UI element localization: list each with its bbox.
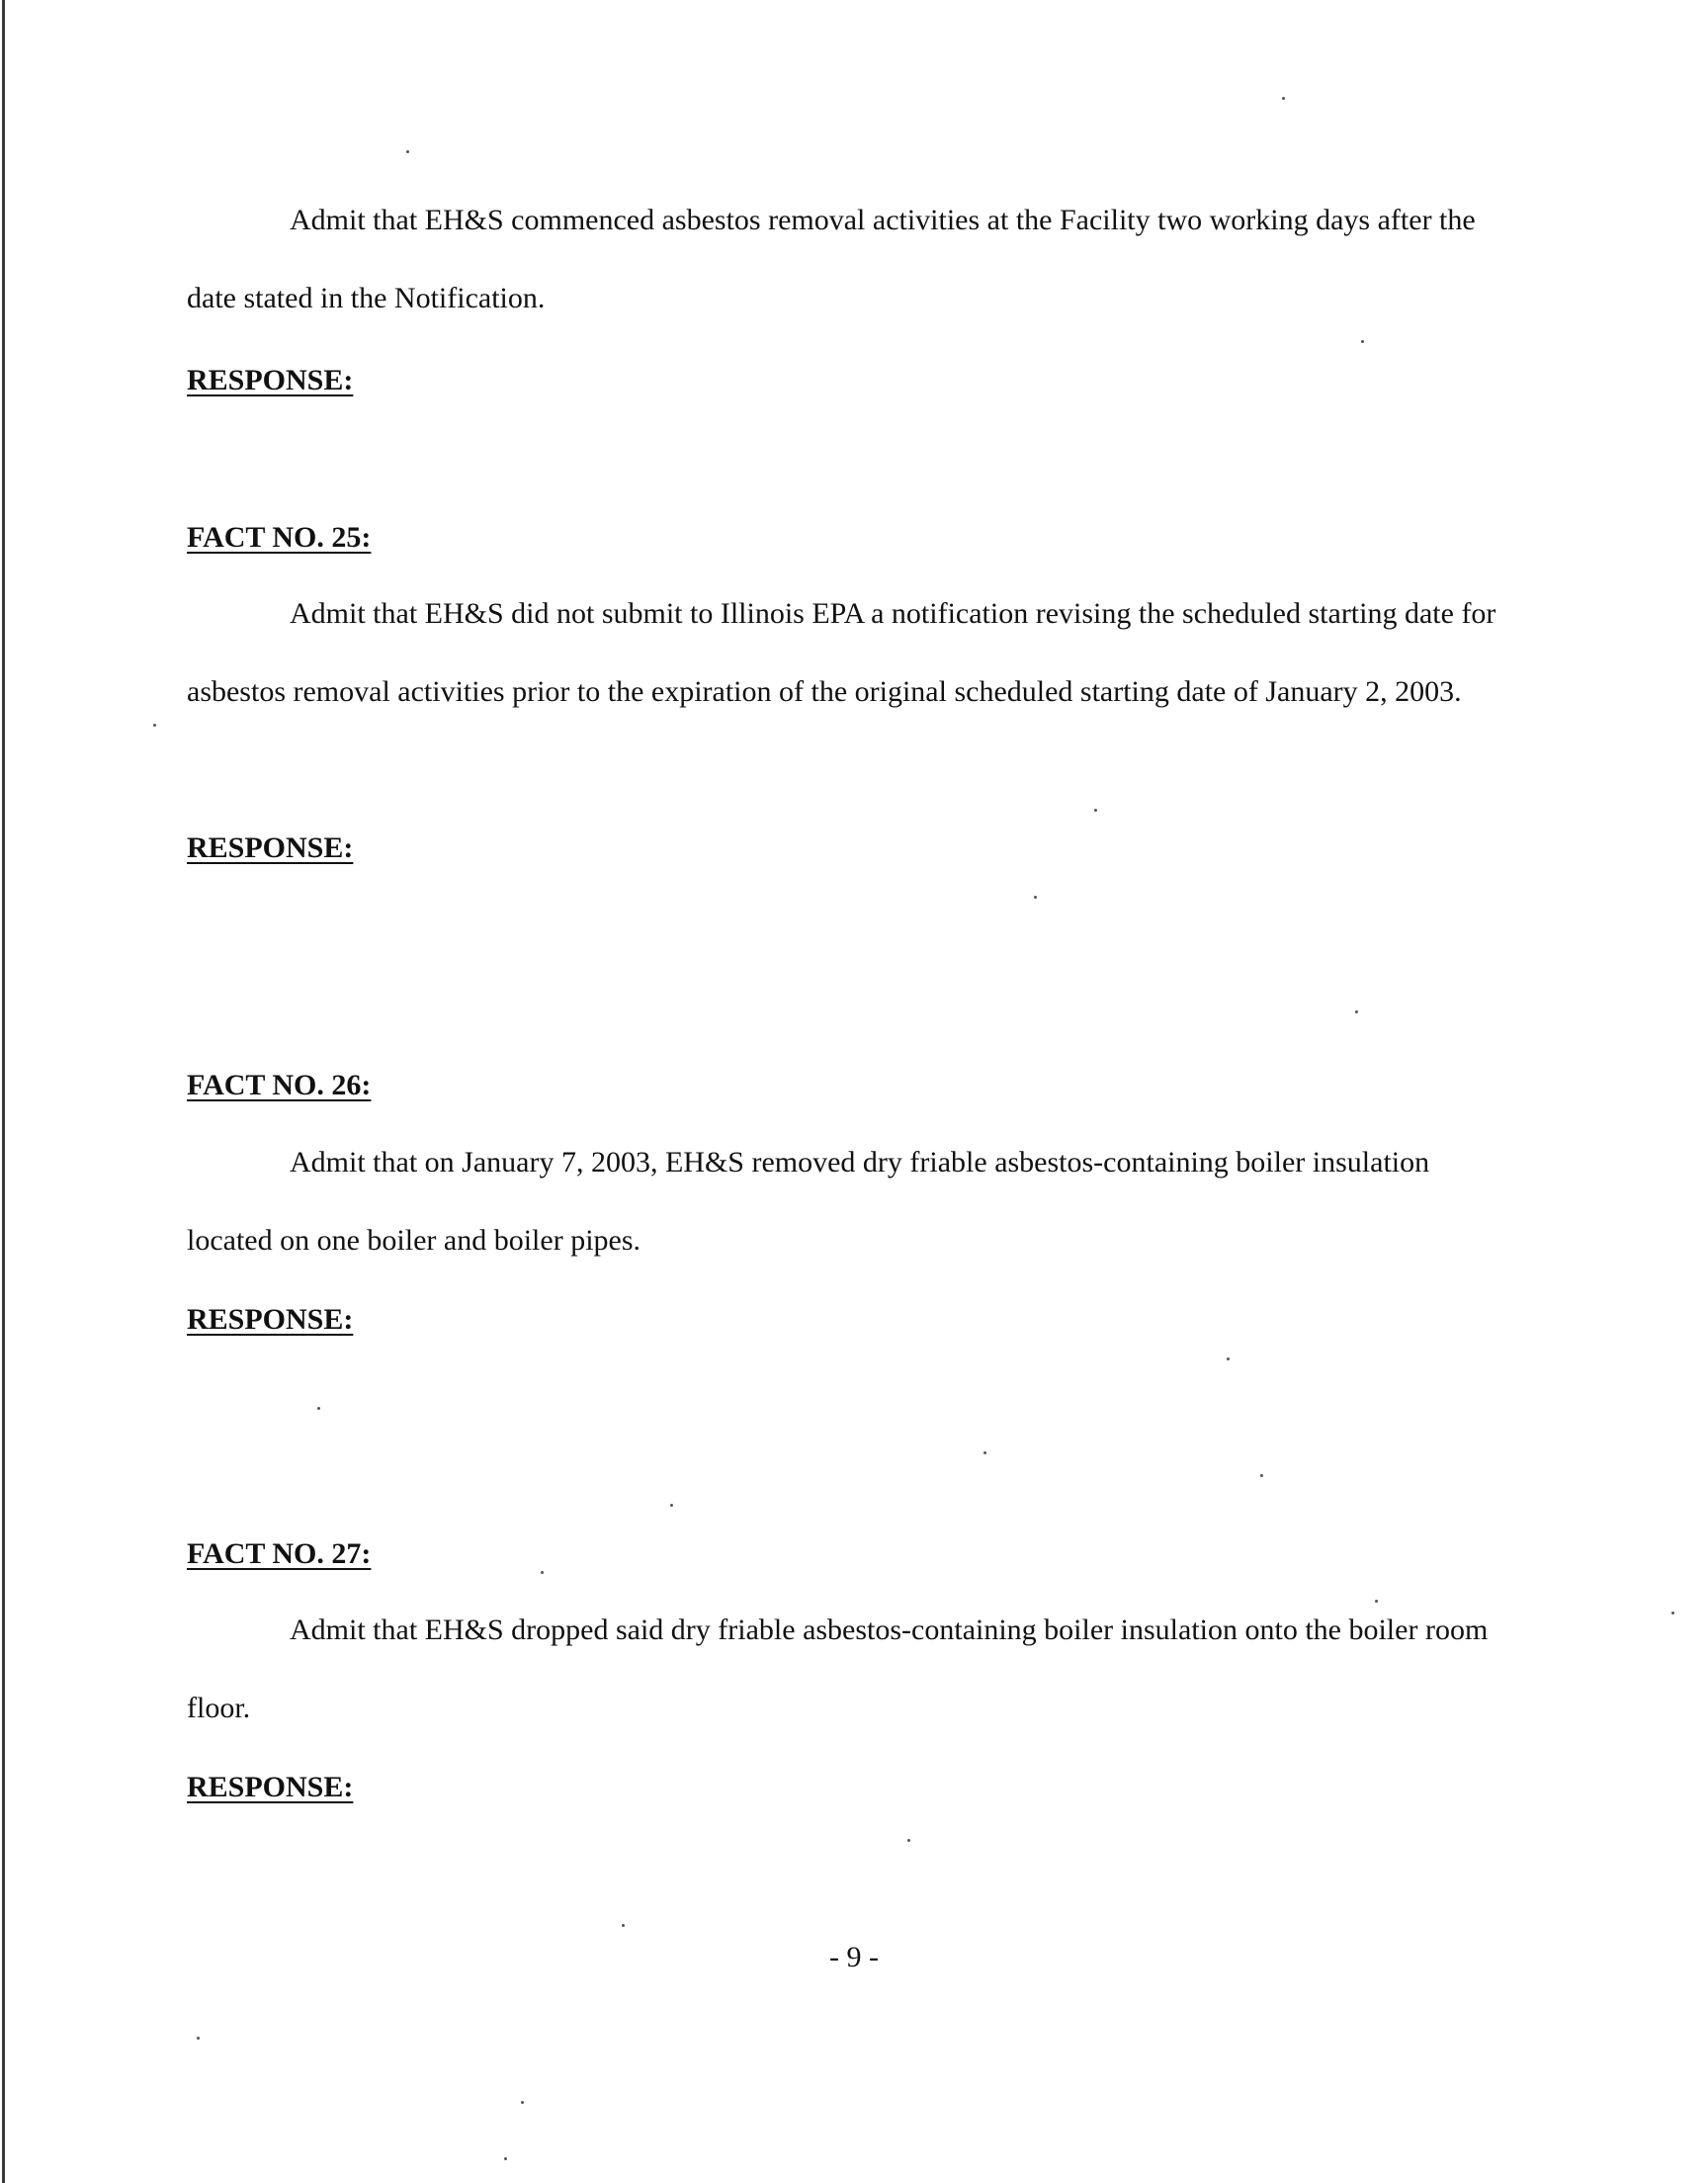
scan-speck	[1282, 97, 1285, 100]
scan-speck	[406, 150, 409, 153]
fact-24-text: Admit that EH&S commenced asbestos removal activities at the Facility two working days after the date stated in the Notification.	[187, 204, 1476, 314]
scan-speck	[1260, 1474, 1263, 1477]
scan-speck	[1671, 1612, 1674, 1615]
fact-25-text: Admit that EH&S did not submit to Illinois EPA a notification revising the scheduled starting date for asbestos removal activities prior to the expiration of the original scheduled starting date of January 2, 2003.	[187, 597, 1496, 708]
scan-speck	[670, 1504, 673, 1507]
fact-26-text: Admit that on January 7, 2003, EH&S removed dry friable asbestos-containing boiler insulation located on one boiler and boiler pipes.	[187, 1146, 1430, 1257]
scan-speck	[1375, 1600, 1378, 1603]
page-number: - 9 -	[829, 1941, 879, 1973]
scan-speck	[317, 1407, 320, 1410]
response-heading-2: RESPONSE:	[187, 831, 354, 864]
scan-speck	[521, 2101, 524, 2104]
fact-25-heading: FACT NO. 25:	[187, 521, 372, 554]
scan-speck	[1355, 1010, 1358, 1013]
scan-speck	[1034, 896, 1037, 899]
scan-speck	[197, 2037, 200, 2040]
response-heading-1: RESPONSE:	[187, 364, 354, 396]
response-heading-3: RESPONSE:	[187, 1303, 354, 1336]
fact-26-heading: FACT NO. 26:	[187, 1069, 372, 1101]
scan-speck	[541, 1571, 544, 1574]
scan-speck	[622, 1924, 625, 1927]
scan-speck	[983, 1451, 986, 1454]
fact-27-heading: FACT NO. 27:	[187, 1537, 372, 1570]
scan-speck	[1361, 340, 1364, 343]
scan-speck	[907, 1839, 910, 1842]
scan-speck	[153, 724, 156, 727]
scan-edge-line	[2, 0, 5, 2183]
scan-speck	[1227, 1357, 1230, 1360]
scan-speck	[1094, 809, 1097, 812]
response-heading-4: RESPONSE:	[187, 1771, 354, 1803]
fact-27-text: Admit that EH&S dropped said dry friable asbestos-containing boiler insulation onto the boiler room floor.	[187, 1614, 1489, 1724]
scan-speck	[504, 2157, 507, 2160]
